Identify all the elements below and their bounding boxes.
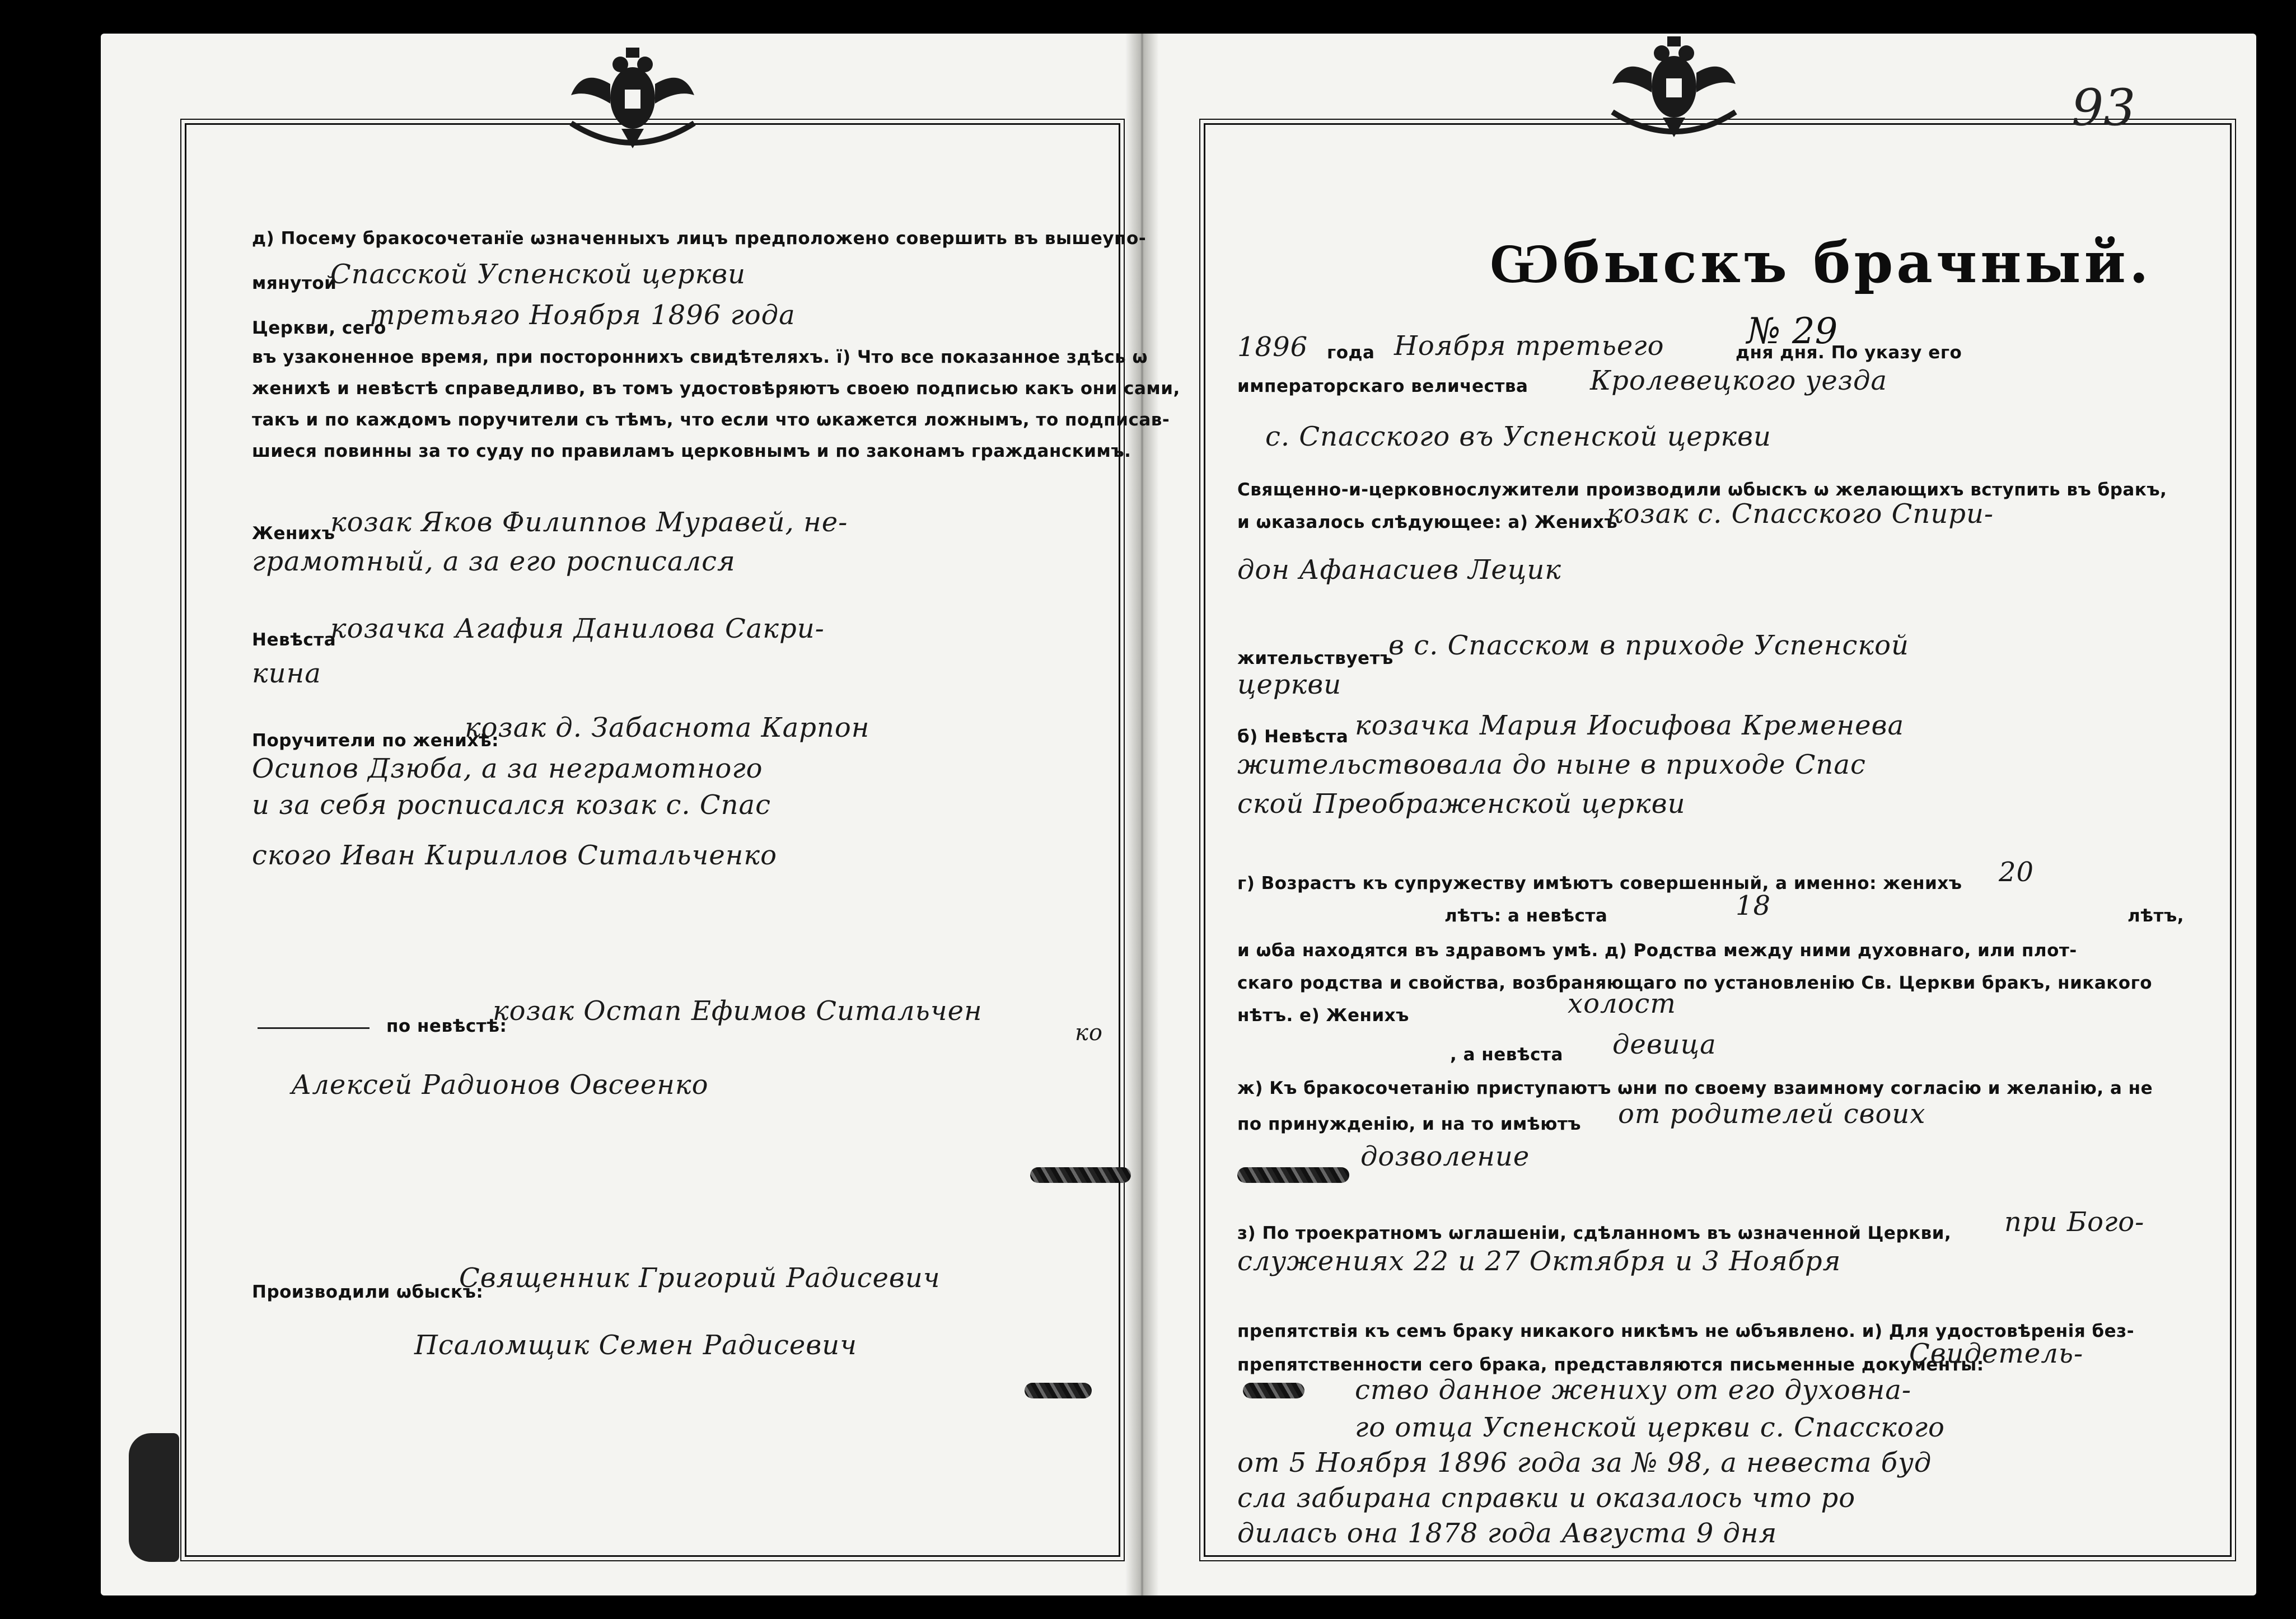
binding-thread xyxy=(1237,1167,1349,1183)
right-resides-hand-2: церкви xyxy=(1237,669,1342,700)
right-docs-hand-4: от 5 Ноября 1896 года за № 98, а невеста буд xyxy=(1237,1447,1932,1478)
binding-thread xyxy=(1030,1167,1131,1183)
right-consent-hand-2: дозволение xyxy=(1360,1141,1530,1172)
right-obstacle-printed-1: препятствія къ семъ браку никакого никѣмъ не ѡбъявлено. и) Для удостовѣренія без- xyxy=(1237,1321,2135,1341)
left-groom-label: Женихъ xyxy=(252,523,335,544)
right-docs-hand-3: го отца Успенской церкви с. Спасского xyxy=(1355,1412,1945,1443)
right-bride-hand-2: жительствовала до ныне в приходе Спас xyxy=(1237,749,1866,780)
right-line3-hand: с. Спасского въ Успенской церкви xyxy=(1265,421,1771,452)
right-kin-printed-2: скаго родства и свойства, возбраняющаго по установленію Св. Церкви бракъ, никакого xyxy=(1237,973,2153,993)
left-guarantors-groom-hand-4: ского Иван Кириллов Ситальченко xyxy=(252,840,777,871)
right-kin-printed-1: и ѡба находятся въ здравомъ умѣ. д) Родства между ними духовнаго, или плот- xyxy=(1237,940,2077,961)
right-consent-printed-2: по принужденію, и на то имѣютъ xyxy=(1237,1114,1582,1134)
left-p5-line6: такъ и по каждомъ поручители съ тѣмъ, что если что ѡкажется ложнымъ, то подписав- xyxy=(252,410,1170,430)
right-resides-printed: жительствуетъ xyxy=(1237,648,1394,668)
left-conducted-hand-1: Священник Григорий Радисевич xyxy=(459,1262,941,1294)
right-kin-printed-3: нѣтъ. е) Женихъ xyxy=(1237,1005,1409,1026)
binding-tab xyxy=(129,1433,179,1562)
right-line1-printed-b: дня дня. По указу его xyxy=(1736,343,1962,363)
right-line5-printed: и ѡказалось слѣдующее: а) Женихъ xyxy=(1237,512,1618,532)
right-consent-hand-1: от родителей своих xyxy=(1618,1098,1926,1130)
right-line2-printed: императорскаго величества xyxy=(1237,376,1528,396)
right-resides-hand-1: в с. Спасском в приходе Успенской xyxy=(1388,630,1909,661)
left-groom-hand-2: грамотный, а за его росписался xyxy=(252,546,736,577)
right-docs-hand-6: дилась она 1878 года Августа 9 дня xyxy=(1237,1518,1778,1549)
double-headed-eagle-icon xyxy=(1601,34,1747,146)
binding-thread xyxy=(1243,1383,1304,1398)
right-line5-hand: козак с. Спасского Спири- xyxy=(1607,498,1994,530)
right-line1-printed-a: года xyxy=(1327,343,1375,363)
left-p5-line1: д) Посему бракосочетанїе ѡзначенныхъ лицъ предположено совершить въ вышеупо- xyxy=(252,228,1147,249)
left-guarantors-groom-hand-1: козак д. Забаснота Карпон xyxy=(465,712,870,743)
right-consent-printed-1: ж) Къ бракосочетанію приступаютъ ѡни по своему взаимному согласію и желанію, а не xyxy=(1237,1078,2153,1098)
left-dash-line xyxy=(258,1027,370,1029)
right-bride-status-printed: , а невѣста xyxy=(1450,1045,1563,1065)
left-bride-hand-1: козачка Агафия Данилова Сакри- xyxy=(330,613,825,644)
left-groom-hand-1: козак Яков Филиппов Муравей, не- xyxy=(330,507,848,538)
right-bride-status-hand: девица xyxy=(1612,1029,1717,1060)
right-groom-status-hand: холост xyxy=(1568,988,1676,1019)
left-guarantors-bride-hand-1b: ко xyxy=(1075,1020,1103,1046)
left-guarantors-groom-hand-3: и за себя росписался козак с. Спас xyxy=(252,789,771,821)
right-age-bride: 18 xyxy=(1736,890,1771,921)
binding-thread xyxy=(1025,1383,1092,1398)
right-docs-hand-5: сла забирана справки и оказалось что ро xyxy=(1237,1482,1856,1514)
right-bride-hand-3: ской Преображенской церкви xyxy=(1237,788,1686,820)
right-obstacle-printed-2: препятственности сего брака, представляются письменные документы: xyxy=(1237,1355,1984,1375)
book-gutter xyxy=(1125,34,1159,1595)
left-guarantors-groom-label: Поручители по женихѣ: xyxy=(252,731,499,751)
left-guarantors-groom-hand-2: Осипов Дзюба, а за неграмотного xyxy=(252,753,763,784)
left-hand-date: третьяго Ноября 1896 года xyxy=(370,300,796,331)
left-conducted-label: Производили ѡбыскъ: xyxy=(252,1282,484,1302)
left-p5-line3: Церкви, сего xyxy=(252,318,386,338)
left-guarantors-bride-hand-1: козак Остап Ефимов Ситальчен xyxy=(493,995,983,1027)
right-age-printed-2: лѣтъ, xyxy=(2127,906,2185,926)
right-banns-hand-1: при Бого- xyxy=(2004,1206,2145,1238)
right-line1-hand-month: Ноября третьего xyxy=(1394,330,1664,362)
right-bride-printed: б) Невѣста xyxy=(1237,727,1349,747)
left-p5-line7: шиеся повинны за то суду по правиламъ церковнымъ и по законамъ гражданскимъ. xyxy=(252,441,1131,461)
right-age-printed-3: лѣтъ: а невѣста xyxy=(1444,906,1608,926)
right-docs-hand-1: Свидетель- xyxy=(1909,1338,2084,1369)
right-banns-hand-2: служениях 22 и 27 Октября и 3 Ноября xyxy=(1237,1246,1841,1277)
left-guarantors-bride-hand-2: Алексей Радионов Овсеенко xyxy=(291,1069,709,1101)
left-conducted-hand-2: Псаломщик Семен Радисевич xyxy=(414,1330,857,1361)
right-age-groom: 20 xyxy=(1999,857,2035,888)
right-docs-hand-2: ство данное жениху от его духовна- xyxy=(1355,1374,1912,1406)
right-line6-hand: дон Афанасиев Лецик xyxy=(1237,554,1561,586)
document-number: № 29 xyxy=(1747,311,1838,352)
right-line2-hand: Кролевецкого уезда xyxy=(1590,365,1888,396)
left-bride-label: Невѣста xyxy=(252,630,336,650)
page-number: 93 xyxy=(2071,78,2136,137)
right-banns-printed: з) По троекратномъ ѡглашеніи, сдѣланномъ въ ѡзначенной Церкви, xyxy=(1237,1223,1952,1243)
double-headed-eagle-icon xyxy=(560,45,705,157)
left-hand-church: Спасской Успенской церкви xyxy=(330,259,746,290)
left-p5-line2: мянутой xyxy=(252,273,337,293)
right-year-hand: 1896 xyxy=(1237,331,1308,363)
left-p5-line5: женихѣ и невѣстѣ справедливо, въ томъ удостовѣряютъ своею подписью какъ они сами, xyxy=(252,378,1180,399)
document-title: Ѡбыскъ брачный. xyxy=(1489,230,2152,296)
left-p5-line4: въ узаконенное время, при постороннихъ свидѣтеляхъ. ї) Что все показанное здѣсь ѡ xyxy=(252,347,1148,367)
right-bride-hand-1: козачка Мария Иосифова Кременева xyxy=(1355,710,1905,741)
left-bride-hand-2: кина xyxy=(252,658,321,689)
right-line4-printed: Священно-и-церковнослужители производили ѡбыскъ ѡ желающихъ вступить въ бракъ, xyxy=(1237,480,2167,500)
right-age-printed-1: г) Возрастъ къ супружеству имѣютъ совершенный, а именно: женихъ xyxy=(1237,873,1962,893)
left-guarantors-bride-label: по невѣстѣ: xyxy=(386,1016,507,1036)
